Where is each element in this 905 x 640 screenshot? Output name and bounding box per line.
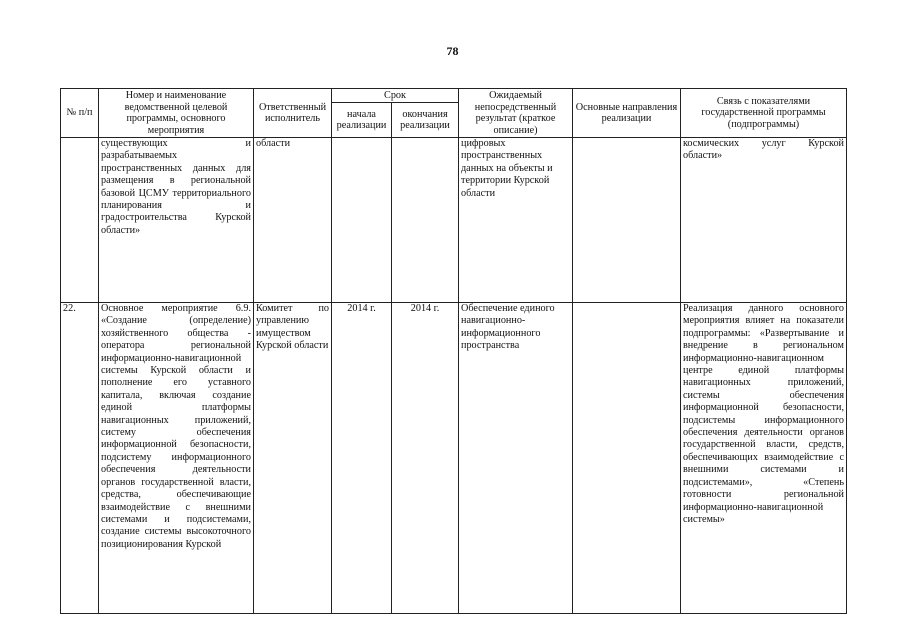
row-num: 22. xyxy=(61,303,99,614)
row-name: Основное мероприятие 6.9. «Создание (определение) хозяйственного общества - оператора региональной информационно-навигационной системы Курской области и пополнение его уставного капитала, включая создание единой платформы навигационных приложений, систему обеспечения информационной безопасности, подсистему информационного обеспечения деятельности органов государственной власти, средства, обеспечивающие взаимодействие с внешними системами и подсистемами, создание системы высокоточного позиционирования Курской xyxy=(99,303,254,614)
header-result: Ожидаемый непосредственный результат (краткое описание) xyxy=(459,89,573,138)
header-link: Связь с показателями государственной программы (подпрограммы) xyxy=(681,89,847,138)
row-responsible: Комитет по управлению имуществом Курской области xyxy=(254,303,332,614)
table-row xyxy=(61,303,847,614)
row-start: 2014 г. xyxy=(332,303,392,614)
page-number: 78 xyxy=(446,44,459,58)
row-link: Реализация данного основного мероприятия влияет на показатели подпрограммы: «Развертывание и внедрение в региональном информационно-навигационном центре единой платформы навигационных приложений, системы обеспечения информационной безопасности, подсистемы информационного обеспечения деятельности органов государственной власти, средств, обеспечивающих взаимодействие с внешними системами и подсистемами», «Степень готовности региональной информационно-навигационной системы» xyxy=(681,303,847,614)
header-directions: Основные направления реализации xyxy=(573,89,681,138)
row-start xyxy=(332,138,392,303)
row-directions xyxy=(573,138,681,303)
header-name: Номер и наименование ведомственной целевой программы, основного мероприятия xyxy=(99,89,254,138)
row-directions xyxy=(573,303,681,614)
row-link: космических услуг Курской области» xyxy=(681,138,847,303)
header-num: № п/п xyxy=(61,89,99,138)
row-responsible: области xyxy=(254,138,332,303)
row-result: цифровых пространственных данных на объекты и территории Курской области xyxy=(459,138,573,303)
row-end: 2014 г. xyxy=(392,303,459,614)
table-row xyxy=(61,138,847,303)
header-start: начала реализации xyxy=(332,103,392,138)
header-end: окончания реализации xyxy=(392,103,459,138)
row-end xyxy=(392,138,459,303)
row-num xyxy=(61,138,99,303)
header-responsible: Ответственный исполнитель xyxy=(254,89,332,138)
row-name: существующих и разрабатываемых пространственных данных для размещения в региональной базовой ЦСМУ территориального планирования и градостроительства Курской области» xyxy=(99,138,254,303)
row-result: Обеспечение единого навигационно-информационного пространства xyxy=(459,303,573,614)
program-table xyxy=(60,88,847,614)
header-term: Срок xyxy=(332,89,459,103)
